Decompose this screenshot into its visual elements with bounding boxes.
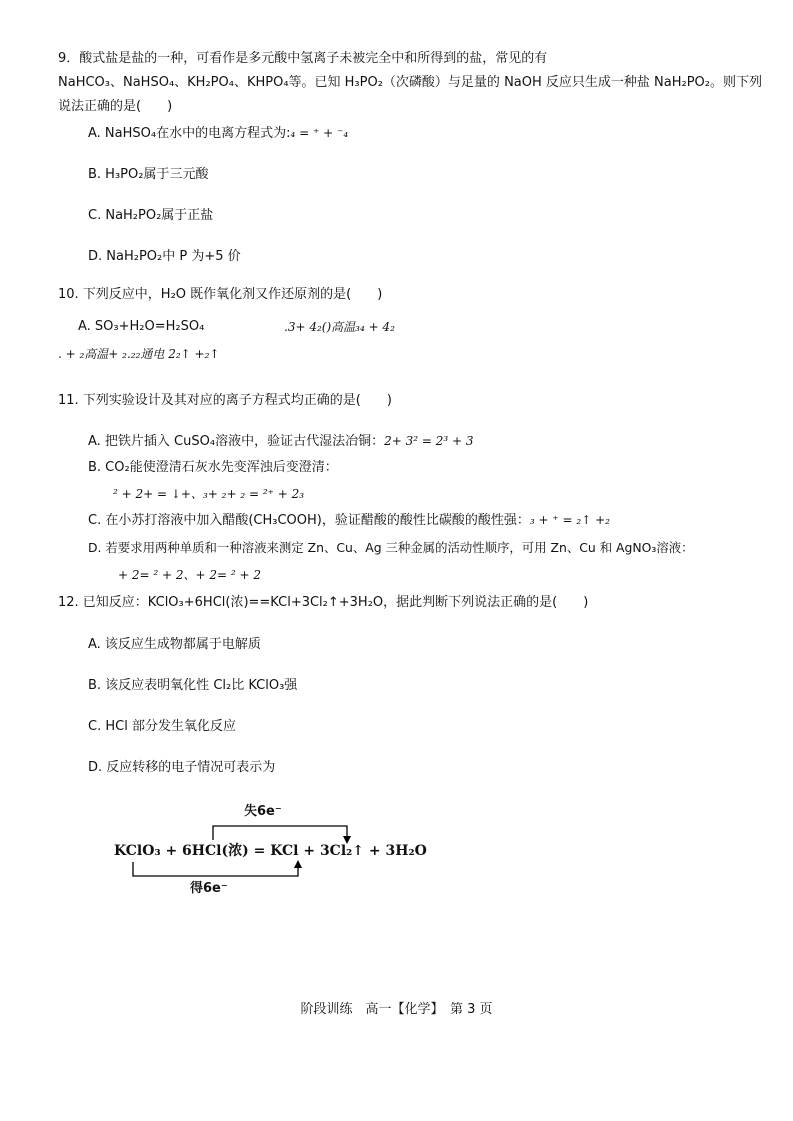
q9-option-a [88,124,348,143]
gain-electron-label: 得6e⁻ [190,881,228,896]
q12-option-a: A. 该反应生成物都属于电解质 [88,637,261,652]
q9-option-a-text: A. NaHSO₄在水中的电离方程式为: [88,126,291,141]
q10-option-cd-fragment: . + ₂高温+ ₂.₂₂通电 2₂↑ +₂↑ [58,347,220,361]
q11-stem: 11. 下列实验设计及其对应的离子方程式均正确的是( ) [58,393,392,408]
q10-stem: 10. 下列反应中，H₂O 既作氧化剂又作还原剂的是( ) [58,287,383,302]
q11-option-d: D. 若要求用两种单质和一种溶液来测定 Zn、Cu、Ag 三种金属的活动性顺序，可用 Zn、Cu 和 AgNO₃溶液： [88,540,694,555]
q11-option-a [88,432,473,451]
q9-stem-line2: NaHCO₃、NaHSO₄、KH₂PO₄、KHPO₄等。已知 H₃PO₂（次磷酸）与足量的 NaOH 反应只生成一种盐 NaH₂PO₂。则下列 [58,75,762,90]
q11-option-a-equation: 2+ 3² = 2³ + 3 [384,434,474,448]
lose-electron-bracket [213,826,347,840]
q12-option-b: B. 该反应表明氧化性 Cl₂比 KClO₃强 [88,678,298,693]
reaction-equation: KClO₃ + 6HCl(浓) = KCl + 3Cl₂↑ + 3H₂O [114,843,427,859]
q11-option-a-text: A. 把铁片插入 CuSO₄溶液中，验证古代湿法冶铜： [88,434,385,449]
q11-option-c-equation: ₃ + ⁺ = ₂↑ +₂ [529,513,610,527]
q10-option-a: A. SO₃+H₂O=H₂SO₄ [78,319,205,334]
q9-option-b: B. H₃PO₂属于三元酸 [88,167,209,182]
gain-electron-arrowhead [294,860,302,868]
lose-electron-label: 失6e⁻ [244,804,282,819]
q9-option-d: D. NaH₂PO₂中 P 为+5 价 [88,249,241,264]
page-footer: 阶段训练 高一【化学】 第 3 页 [300,1002,493,1017]
q11-option-b-equation: ² + 2+ = ↓+、₃+ ₂+ ₂ = ²⁺ + 2₃ [113,487,305,501]
q11-option-c [88,511,610,530]
q11-option-d-equation: + 2= ² + 2、+ 2= ² + 2 [118,568,262,582]
q9-option-c: C. NaH₂PO₂属于正盐 [88,208,214,223]
q11-option-b: B. CO₂能使澄清石灰水先变浑浊后变澄清： [88,460,338,475]
electron-transfer-diagram [110,800,430,902]
q10-option-b-fragment: .3+ 4₂()高温₃₄ + 4₂ [284,320,395,334]
q9-stem-line1: 9．酸式盐是盐的一种，可看作是多元酸中氢离子未被完全中和所得到的盐，常见的有 [58,51,548,66]
q12-stem: 12. 已知反应：KClO₃+6HCl(浓)==KCl+3Cl₂↑+3H₂O，据此判断下列说法正确的是( ) [58,595,589,610]
q9-option-a-equation: ₄ = ⁺ + ⁻₄ [290,126,349,140]
q11-option-c-text: C. 在小苏打溶液中加入醋酸(CH₃COOH)，验证醋酸的酸性比碳酸的酸性强： [88,513,530,528]
q12-option-c: C. HCl 部分发生氧化反应 [88,719,236,734]
gain-electron-bracket [133,862,298,876]
q9-stem-line3: 说法正确的是( ) [58,99,173,114]
q12-option-d: D. 反应转移的电子情况可表示为 [88,760,276,775]
